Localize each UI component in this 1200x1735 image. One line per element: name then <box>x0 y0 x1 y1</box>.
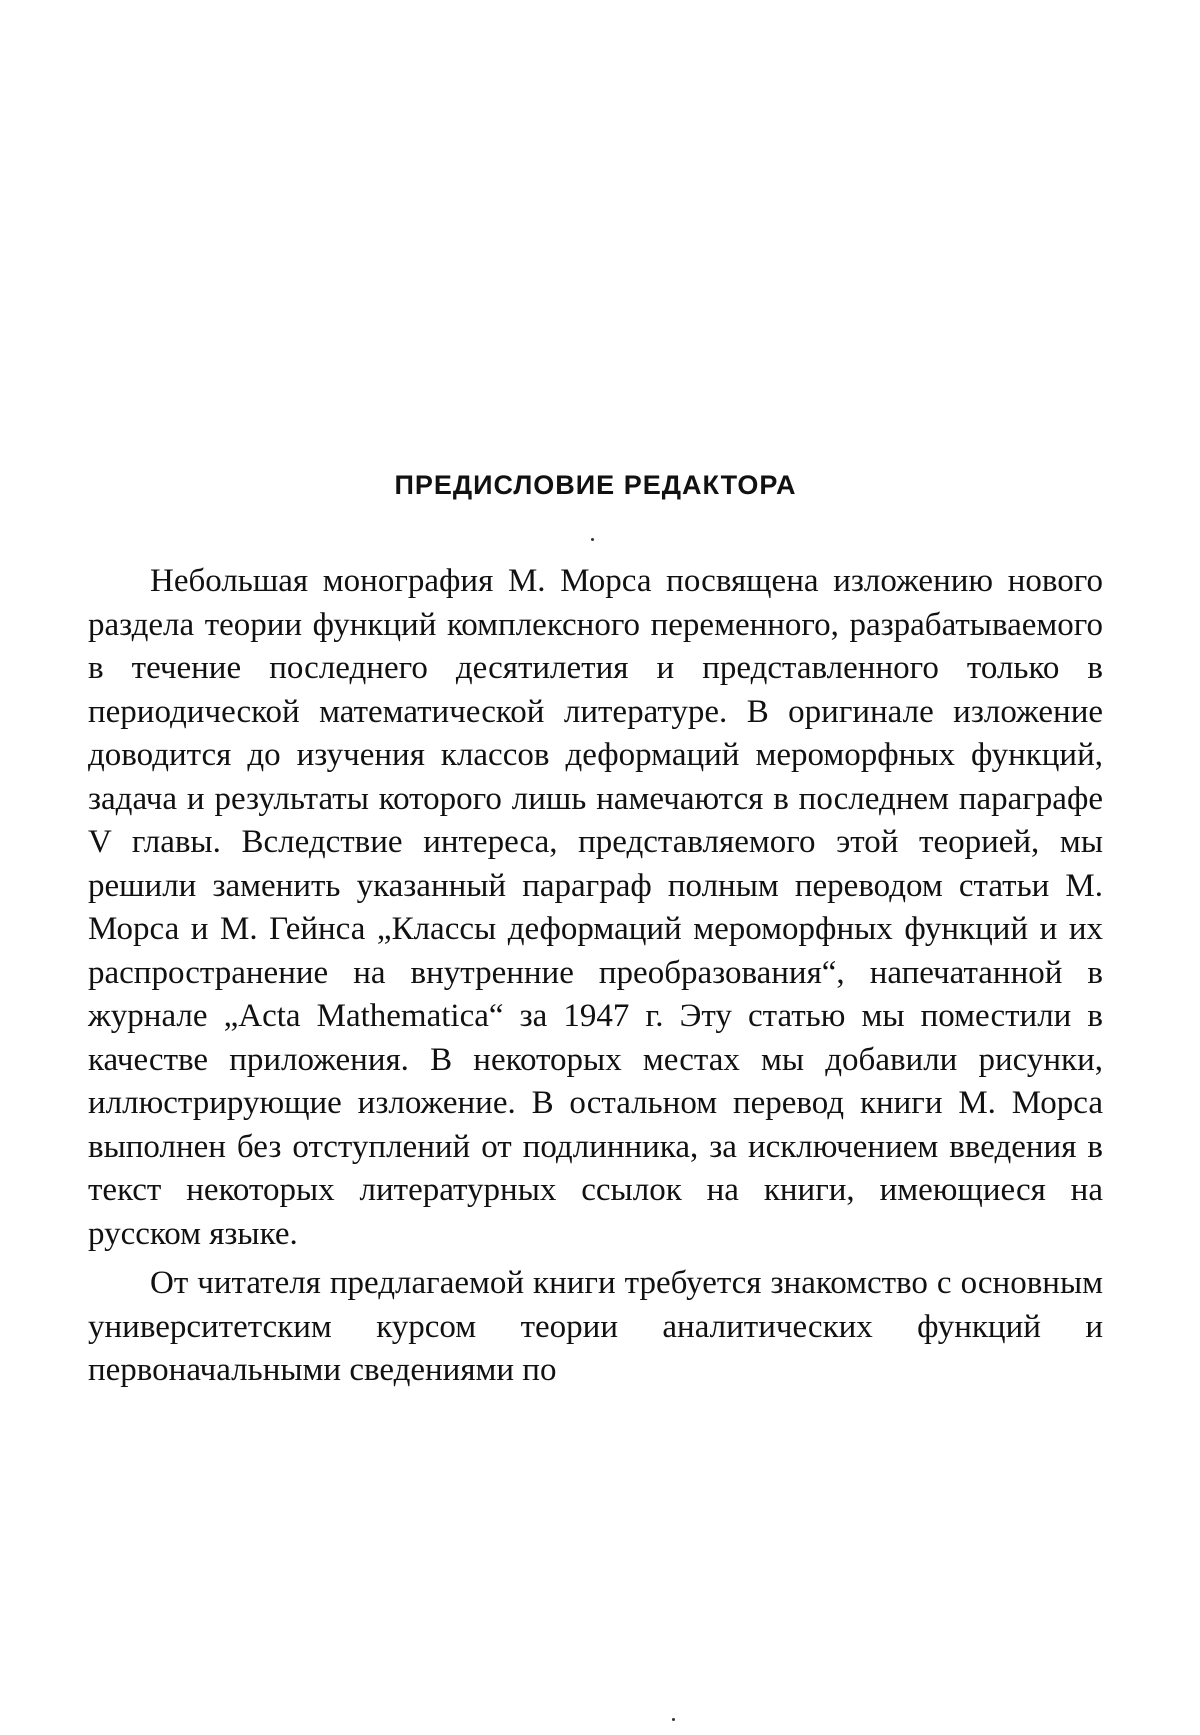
body-text <box>88 560 1103 1393</box>
print-speck <box>672 1718 675 1721</box>
print-speck <box>591 538 594 541</box>
document-page <box>88 0 1103 1735</box>
page-title: ПРЕДИСЛОВИЕ РЕДАКТОРА <box>394 470 797 500</box>
paragraph-2: От читателя предлагаемой книги требуется знакомство с основным университетским курсом теории аналитических функций и первоначальными сведениями по <box>88 1265 1103 1388</box>
paragraph-1: Небольшая монография М. Морса посвящена изложению нового раздела теории функций комплексного переменного, разрабатываемого в течение последнего десятилетия и представленного только в периодической математической литературе. В оригинале изложение доводится до изучения классов деформаций мероморфных функций, задача и результаты которого лишь намечаются в последнем параграфе V главы. Вследствие интереса, представляемого этой теорией, мы решили заменить указанный параграф полным переводом статьи М. Морса и М. Гейнса „Классы деформаций мероморфных функций и их распространение на внутренние преобразования“, напечатанной в журнале „Acta Mathematica“ за 1947 г. Эту статью мы поместили в качестве приложения. В некоторых местах мы добавили рисунки, иллюстрирующие изложение. В остальном перевод книги М. Морса выполнен без отступлений от подлинника, за исключением введения в текст некоторых литературных ссылок на книги, имеющиеся на русском языке. <box>88 563 1103 1252</box>
